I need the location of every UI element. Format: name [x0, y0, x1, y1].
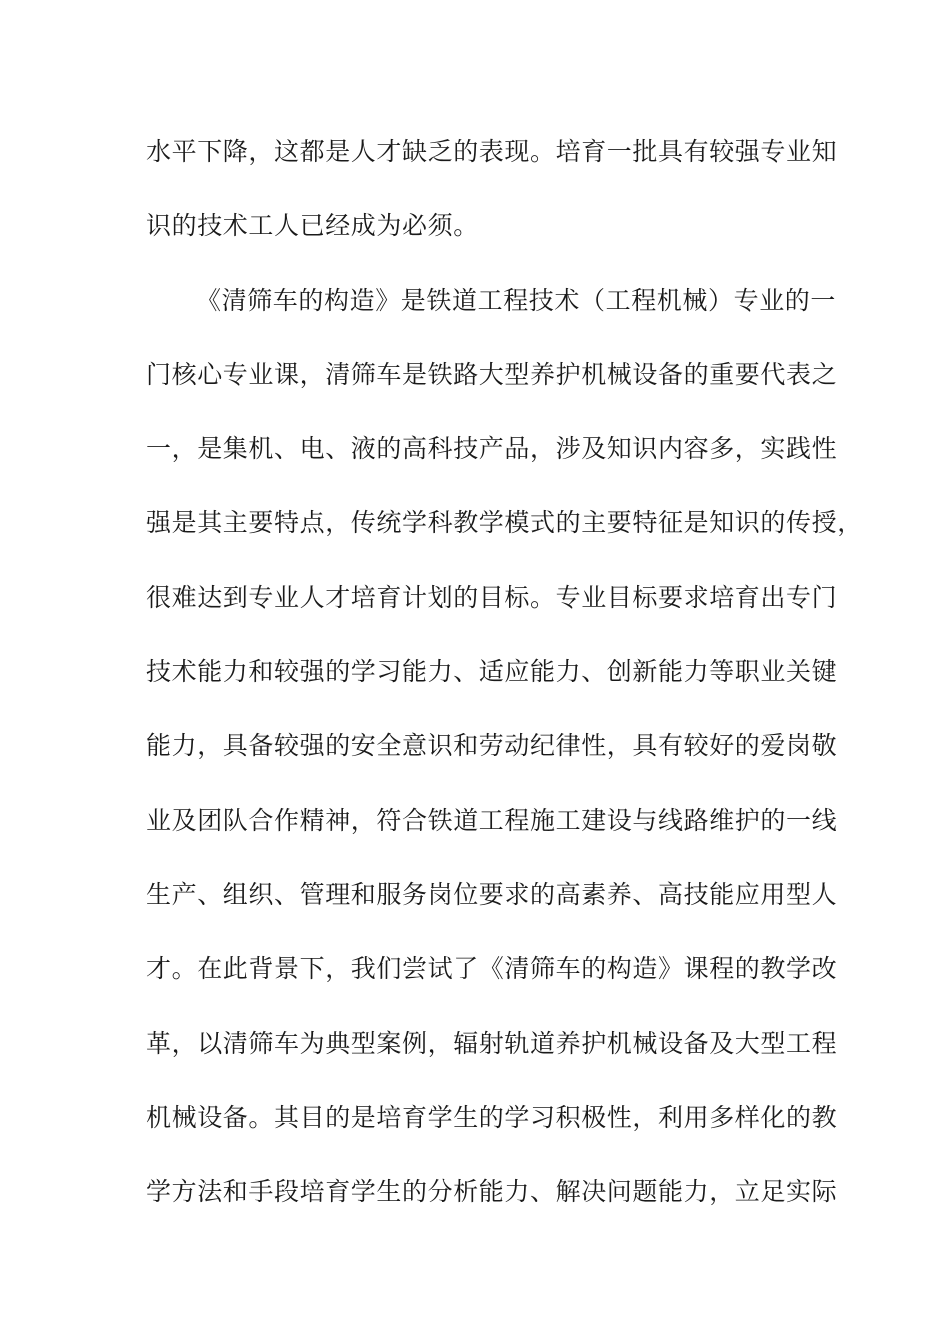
paragraph-2-line-13: 学方法和手段培育学生的分析能力、解决问题能力，立足实际 [146, 1177, 838, 1206]
paragraph-2-line-5: 很难达到专业人才培育计划的目标。专业目标要求培育出专门 [146, 583, 838, 612]
paragraph-2-line-8: 业及团队合作精神，符合铁道工程施工建设与线路维护的一线 [146, 806, 838, 835]
paragraph-2-line-2: 门核心专业课，清筛车是铁路大型养护机械设备的重要代表之 [146, 360, 838, 389]
paragraph-2-line-11: 革，以清筛车为典型案例，辐射轨道养护机械设备及大型工程 [146, 1029, 838, 1058]
paragraph-1-line-1: 水平下降，这都是人才缺乏的表现。培育一批具有较强专业知 [146, 137, 838, 166]
paragraph-2-line-1: 《清筛车的构造》是铁道工程技术（工程机械）专业的一 [196, 286, 837, 315]
paragraph-1-line-2: 识的技术工人已经成为必须。 [146, 211, 479, 240]
paragraph-2-line-6: 技术能力和较强的学习能力、适应能力、创新能力等职业关键 [146, 657, 838, 686]
paragraph-2-line-3: 一，是集机、电、液的高科技产品，涉及知识内容多，实践性 [146, 434, 838, 463]
paragraph-2-line-9: 生产、组织、管理和服务岗位要求的高素养、高技能应用型人 [146, 880, 838, 909]
paragraph-2-line-10: 才。在此背景下，我们尝试了《清筛车的构造》课程的教学改 [146, 954, 838, 983]
paragraph-2-line-12: 机械设备。其目的是培育学生的学习积极性，利用多样化的教 [146, 1103, 838, 1132]
paragraph-2-line-4: 强是其主要特点，传统学科教学模式的主要特征是知识的传授， [146, 508, 863, 537]
paragraph-2-line-7: 能力，具备较强的安全意识和劳动纪律性，具有较好的爱岗敬 [146, 731, 838, 760]
